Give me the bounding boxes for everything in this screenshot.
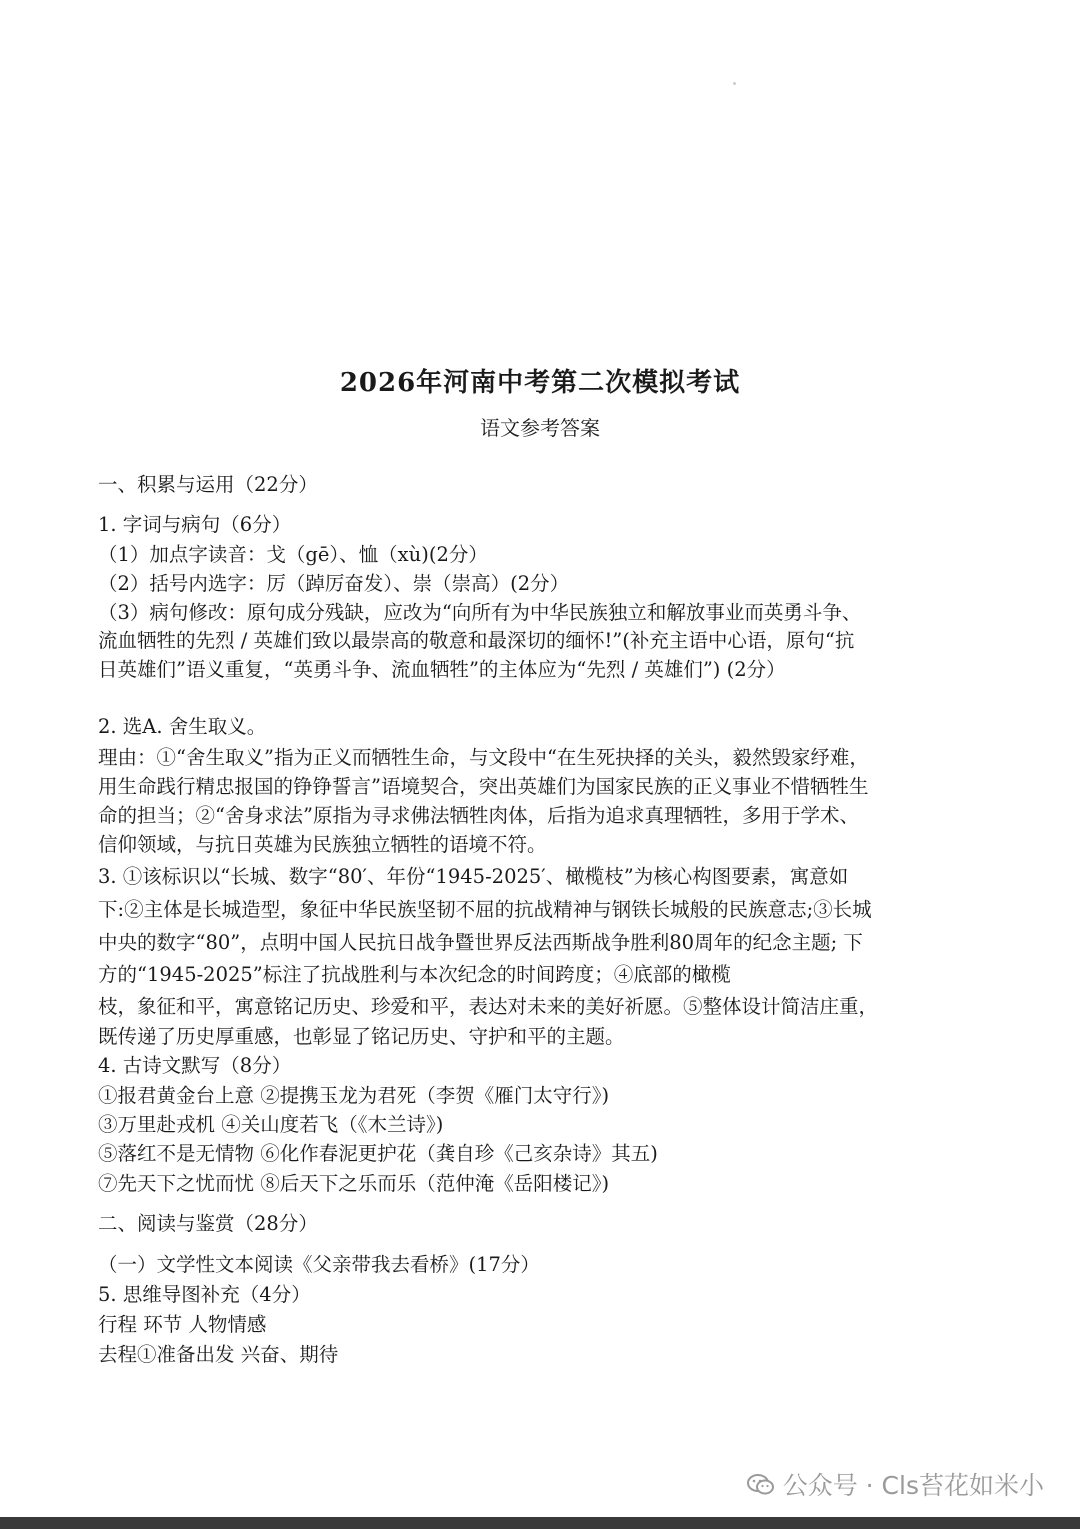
document-subtitle: 语文参考答案 (480, 416, 600, 440)
question-line: 5. 思维导图补充（4分） (98, 1283, 311, 1306)
scan-speck (733, 82, 736, 85)
question-line: 3. ①该标识以“长城、数字“80′、年份“1945-2025′、橄榄枝”为核心构图要素，寓意如 (98, 865, 849, 888)
answer-line: ⑦先天下之忧而忧 ⑧后天下之乐而乐（范仲淹《岳阳楼记》) (98, 1172, 610, 1195)
answer-line: ①报君黄金台上意 ②提携玉龙为君死（李贺《雁门太守行》) (98, 1084, 610, 1107)
answer-line: 命的担当；②“舍身求法”原指为寻求佛法牺牲肉体，后指为追求真理牺牲，多用于学术、 (98, 804, 859, 827)
question-line: 4. 古诗文默写（8分） (98, 1054, 292, 1077)
watermark (747, 1466, 1044, 1502)
section-heading: 二、阅读与鉴赏（28分） (98, 1212, 318, 1235)
answer-line: （2）括号内选字：厉（踔厉奋发）、崇（崇高）(2分） (98, 572, 570, 595)
answer-line: ⑤落红不是无情物 ⑥化作春泥更护花（龚自珍《己亥杂诗》其五) (98, 1142, 658, 1165)
document-title: 2026年河南中考第二次模拟考试 (339, 368, 741, 398)
answer-line: 日英雄们”语义重复，“英勇斗争、流血牺牲”的主体应为“先烈 / 英雄们”) (2分） (98, 658, 786, 681)
answer-line: 下:②主体是长城造型，象征中华民族坚韧不屈的抗战精神与钢铁长城般的民族意志;③长城 (98, 898, 872, 921)
answer-line: 中央的数字“80”，点明中国人民抗日战争暨世界反法西斯战争胜利80周年的纪念主题; 下 (98, 931, 863, 954)
bottom-edge-bar (0, 1517, 1080, 1529)
answer-line: 流血牺牲的先烈 / 英雄们致以最崇高的敬意和最深切的缅怀!”(补充主语中心语，原句“抗 (98, 629, 855, 652)
answer-line: 信仰领域，与抗日英雄为民族独立牺牲的语境不符。 (98, 833, 547, 856)
answer-line: 行程 环节 人物情感 (98, 1313, 267, 1336)
answer-line: 去程①准备出发 兴奋、期待 (98, 1343, 339, 1366)
answer-line: ③万里赴戎机 ④关山度若飞（《木兰诗》) (98, 1113, 444, 1136)
answer-line: （3）病句修改：原句成分残缺，应改为“向所有为中华民族独立和解放事业而英勇斗争、 (98, 601, 862, 624)
answer-line: （1）加点字读音：戈（gē）、恤（xù)(2分） (98, 543, 488, 566)
watermark-text: 公众号 · Cls苔花如米小 (782, 1471, 1044, 1500)
answer-line: 枝，象征和平，寓意铭记历史、珍爱和平，表达对未来的美好祈愿。⑤整体设计简洁庄重， (98, 995, 879, 1018)
subsection-heading: （一）文学性文本阅读《父亲带我去看桥》(17分） (98, 1253, 540, 1276)
answer-line: 用生命践行精忠报国的铮铮誓言”语境契合，突出英雄们为国家民族的正义事业不惜牺牲生 (98, 775, 869, 798)
question-line: 1. 字词与病句（6分） (98, 513, 292, 536)
wechat-icon (747, 1473, 775, 1495)
answer-line: 方的“1945-2025”标注了抗战胜利与本次纪念的时间跨度；④底部的橄榄 (98, 963, 731, 986)
question-line: 2. 选A. 舍生取义。 (98, 715, 267, 738)
answer-line: 既传递了历史厚重感，也彰显了铭记历史、守护和平的主题。 (98, 1025, 625, 1048)
section-heading: 一、积累与运用（22分） (98, 473, 318, 496)
answer-line: 理由：①“舍生取义”指为正义而牺牲生命，与文段中“在生死抉择的关头，毅然毁家纾难， (98, 746, 869, 769)
